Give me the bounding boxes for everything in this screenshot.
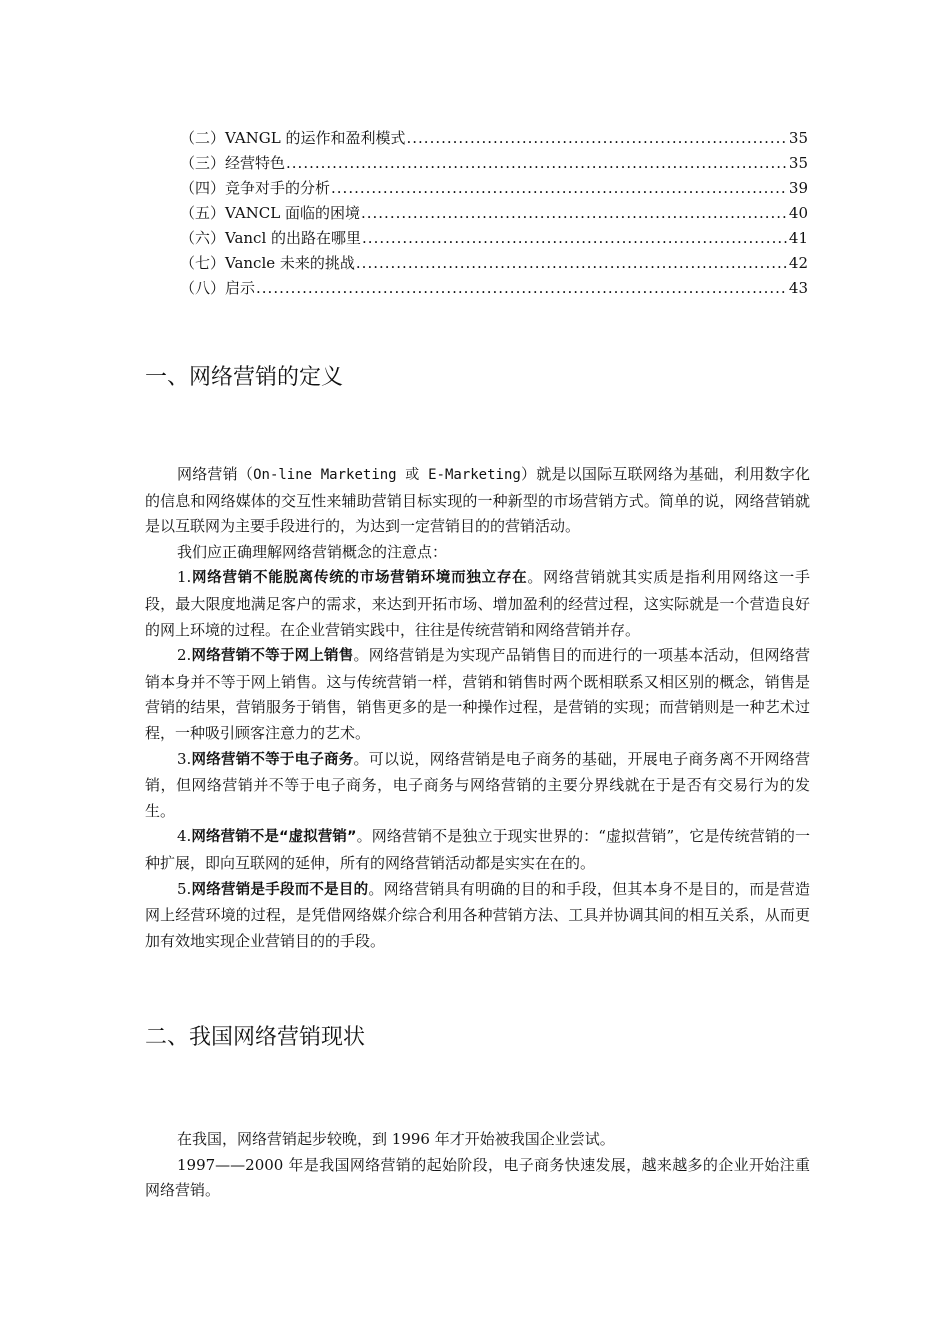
section-heading-definition: 一、网络营销的定义 [145, 365, 344, 390]
toc-entry-label: （七）Vancle 未来的挑战 [180, 254, 355, 272]
toc-entry-page: 39 [788, 179, 808, 197]
toc-entry-label: （二）VANGL 的运作和盈利模式 [180, 129, 406, 147]
toc-leader-dots [286, 151, 788, 176]
list-item-emphasis: 网络营销不等于电子商务 [191, 751, 354, 768]
toc-leader-dots [331, 176, 788, 201]
list-item-number: 2. [177, 646, 192, 665]
toc-entry[interactable] [180, 201, 808, 226]
toc-entry[interactable] [180, 126, 808, 151]
toc-entry[interactable] [180, 276, 808, 301]
toc-entry-page: 35 [788, 154, 808, 172]
toc-entry[interactable] [180, 176, 808, 201]
list-item-number: 5. [177, 879, 192, 898]
list-item-emphasis: 网络营销不能脱离传统的市场营销环境而独立存在 [191, 570, 528, 587]
toc-entry-page: 42 [788, 254, 808, 272]
toc-entry-label: （八）启示 [180, 279, 256, 297]
toc-entry-page: 43 [788, 279, 808, 297]
toc-entry-label: （六）Vancl 的出路在哪里 [180, 229, 362, 247]
list-item [145, 747, 810, 825]
toc-leader-dots [361, 201, 788, 226]
list-item [145, 824, 810, 876]
list-item-text: 。网络营销不是独立于现实世界的：“虚拟营销”，它是传统营销的一种扩展，即向互联网的延伸，所有的网络营销活动都是实实在在的。 [145, 827, 811, 872]
list-item [145, 643, 810, 746]
paragraph-text: 网络营销（ [177, 465, 254, 483]
toc-entry-page: 41 [788, 229, 808, 247]
toc-entry-label: （三）经营特色 [180, 154, 286, 172]
paragraph [145, 462, 810, 540]
list-item-number: 3. [177, 749, 192, 768]
section-body-definition [145, 462, 810, 954]
section-body-status [145, 1127, 810, 1204]
list-item-emphasis: 网络营销是手段而不是目的 [191, 881, 369, 898]
paragraph-text: ）就是以国际互联网络为基础，利用数字化的信息和网络媒体的交互性来辅助营销目标实现的一种新型的市场营销方式。简单的说，网络营销就是以互联网为主要手段进行的，为达到一定营销目的的营销活动。 [145, 465, 810, 536]
paragraph-term: On-line Marketing 或 E-Marketing [253, 467, 521, 483]
list-item [145, 877, 810, 955]
list-item-emphasis: 网络营销不是“虚拟营销” [191, 829, 357, 846]
list-item-number: 1. [177, 568, 192, 587]
paragraph: 我们应正确理解网络营销概念的注意点： [177, 542, 448, 561]
paragraph: 1997——2000 年是我国网络营销的起始阶段，电子商务快速发展，越来越多的企业开始注重网络营销。 [145, 1155, 810, 1200]
toc-entry[interactable] [180, 151, 808, 176]
list-item-text: 。网络营销就其实质是指利用网络这一手段，最大限度地满足客户的需求，来达到开拓市场、增加盈利的经营过程，这实际就是一个营造良好的网上环境的过程。在企业营销实践中，往往是传统营销和网络营销并存。 [145, 568, 810, 639]
toc-entry[interactable] [180, 251, 808, 276]
toc-leader-dots [356, 251, 788, 276]
toc-leader-dots [362, 226, 788, 251]
table-of-contents [180, 126, 808, 301]
toc-entry-page: 40 [788, 204, 808, 222]
list-item-text: 。网络营销具有明确的目的和手段，但其本身不是目的，而是营造网上经营环境的过程，是凭借网络媒介综合利用各种营销方法、工具并协调其间的相互关系，从而更加有效地实现企业营销目的的手段。 [145, 879, 810, 950]
list-item-emphasis: 网络营销不等于网上销售 [191, 648, 354, 665]
list-item-text: 。网络营销是为实现产品销售目的而进行的一项基本活动，但网络营销本身并不等于网上销售。这与传统营销一样，营销和销售时两个既相联系又相区别的概念，销售是营销的结果，营销服务于销售，销售更多的是一种操作过程，是营销的实现；而营销则是一种艺术过程，一种吸引顾客注意力的艺术。 [145, 646, 810, 742]
paragraph: 在我国，网络营销起步较晚，到 1996 年才开始被我国企业尝试。 [177, 1130, 615, 1148]
toc-entry[interactable] [180, 226, 808, 251]
list-item-text: 。可以说，网络营销是电子商务的基础，开展电子商务离不开网络营销，但网络营销并不等于电子商务，电子商务与网络营销的主要分界线就在于是否有交易行为的发生。 [145, 749, 810, 820]
toc-leader-dots [407, 126, 788, 151]
toc-entry-label: （四）竞争对手的分析 [180, 179, 331, 197]
toc-entry-label: （五）VANCL 面临的困境 [180, 204, 360, 222]
toc-entry-page: 35 [788, 129, 808, 147]
section-heading-status: 二、我国网络营销现状 [145, 1025, 366, 1050]
list-item-number: 4. [177, 827, 192, 846]
toc-leader-dots [256, 276, 788, 301]
list-item [145, 565, 810, 643]
